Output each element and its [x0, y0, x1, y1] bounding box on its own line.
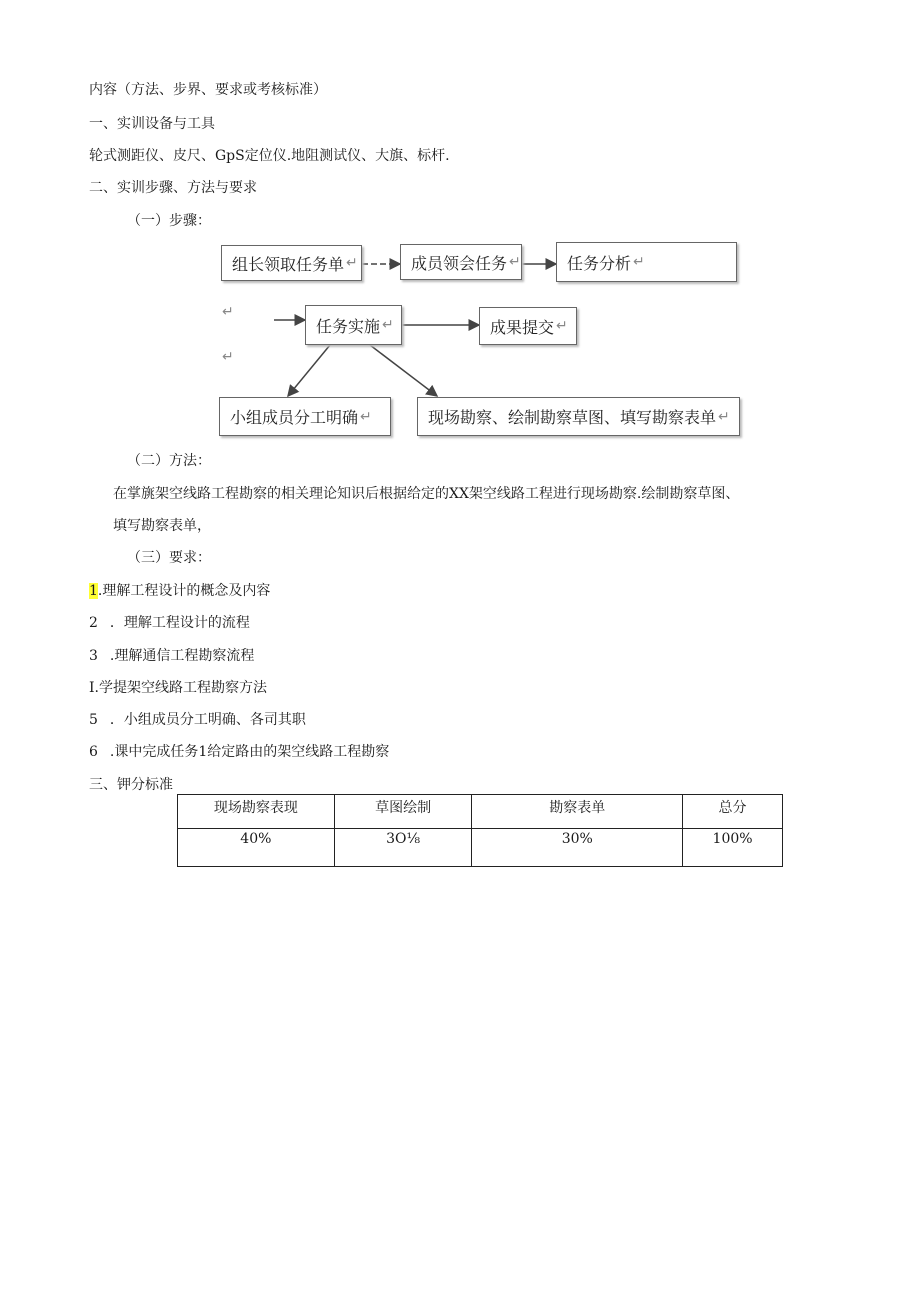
flow-box-survey-sketch-form [417, 397, 740, 436]
flow-box-leader-takes-task [221, 245, 362, 281]
requirement-item [89, 743, 389, 761]
requirement-text: .学提架空线路工程勘察方法 [94, 680, 267, 696]
requirement-item [89, 614, 250, 632]
table-cell: 100% [683, 829, 783, 867]
return-mark: ↵ [346, 255, 358, 271]
arrow-box4-box7 [370, 345, 437, 396]
return-mark: ↵ [222, 304, 234, 320]
table-cell: 3O⅛ [334, 829, 472, 867]
requirement-item [89, 582, 270, 600]
requirement-item [89, 711, 306, 729]
table-header-cell: 勘察表单 [472, 795, 683, 829]
requirement-number: 5 [89, 712, 98, 728]
section1-title: 一、实训设备与工具 [89, 116, 215, 132]
method-line-2: 填写勘察表单， [113, 518, 211, 534]
flow-box-label: 成员领会任务 [411, 253, 508, 273]
section2-title: 二、实训步骤、方法与要求 [89, 180, 257, 196]
table-header-cell: 现场勘察表现 [178, 795, 335, 829]
table-cell: 40% [178, 829, 335, 867]
table-header-cell: 总分 [683, 795, 783, 829]
flow-box-members-understand-task [400, 244, 522, 280]
flow-box-task-analysis [556, 242, 737, 282]
table-header-cell: 草图绘制 [334, 795, 472, 829]
table-row [178, 829, 783, 867]
arrow-box4-box6 [288, 345, 330, 396]
flow-box-label: 小组成员分工明确 [230, 408, 359, 427]
requirement-text: .理解通信工程勘察流程 [109, 648, 255, 664]
requirement-item [89, 647, 254, 665]
flow-box-label: 任务分析 [567, 253, 632, 273]
requirement-number: I [89, 680, 95, 696]
requirement-number: 3 [89, 648, 98, 664]
requirement-text: ．理解工程设计的流程 [109, 615, 250, 631]
flow-box-label: 任务实施 [316, 316, 381, 336]
flow-box-label: 现场勘察、绘制勘察草图、填写勘察表单 [428, 408, 717, 427]
flow-box-group-division [219, 397, 391, 436]
flow-box-label: 组长领取任务单 [232, 254, 345, 274]
requirement-text: .课中完成任务1给定路由的架空线路工程勘察 [109, 744, 390, 760]
steps-title: （一）步骤： [127, 213, 211, 229]
return-mark: ↵ [222, 349, 234, 365]
method-title: （二）方法： [127, 453, 211, 469]
content-heading: 内容（方法、步界、要求或考核标准） [89, 82, 327, 98]
requirement-item [89, 679, 267, 697]
return-mark: ↵ [556, 318, 568, 334]
requirement-number: 2 [89, 615, 98, 631]
requirement-text: ．小组成员分工明确、各司其职 [109, 712, 306, 728]
requirement-text: .理解工程设计的概念及内容 [97, 583, 271, 599]
section3-title: 三、钾分标准 [89, 777, 173, 793]
requirements-title: （三）要求： [127, 550, 211, 566]
return-mark: ↵ [382, 317, 394, 333]
table-cell: 30% [472, 829, 683, 867]
section1-body: 轮式测距仪、皮尺、GpS定位仪.地阻测试仪、大旗、标杆. [89, 148, 450, 164]
return-mark: ↵ [509, 254, 521, 270]
flow-box-task-implementation [305, 305, 402, 345]
requirement-number: 1 [89, 583, 98, 599]
return-mark: ↵ [633, 254, 645, 270]
return-mark: ↵ [360, 408, 372, 425]
flow-box-submit-results [479, 307, 577, 345]
score-table [177, 794, 783, 867]
table-header-row [178, 795, 783, 829]
requirement-number: 6 [89, 744, 98, 760]
return-mark: ↵ [718, 408, 730, 425]
method-line-1: 在掌旐架空线路工程勘察的相关理论知识后根据给定的XX架空线路工程进行现场勘察.绘制勘察草图、 [113, 486, 740, 502]
flow-box-label: 成果提交 [490, 317, 555, 337]
